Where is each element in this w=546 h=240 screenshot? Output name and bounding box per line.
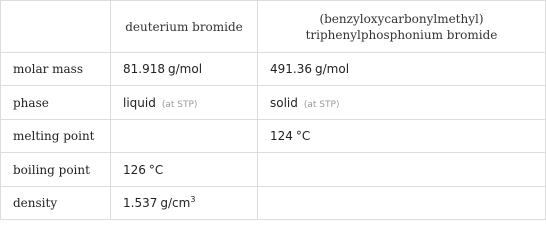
row-label: density: [1, 187, 111, 220]
cell-value: 126: [123, 162, 146, 177]
row-label: boiling point: [1, 153, 111, 187]
cell-value: liquid: [123, 95, 156, 110]
table-cell: [258, 153, 546, 187]
cell-note: (at STP): [303, 99, 340, 110]
unit-exponent: 3: [190, 195, 196, 204]
cell-note: (at STP): [161, 99, 198, 110]
table-cell: [111, 120, 258, 153]
cell-value: solid: [270, 95, 298, 110]
table-cell: [258, 53, 546, 86]
table-row: [1, 120, 546, 153]
table-cell: [111, 153, 258, 187]
header-empty-cell: [1, 1, 111, 53]
row-label: phase: [1, 86, 111, 120]
table-cell: [258, 187, 546, 220]
column-header-line: [306, 12, 498, 42]
cell-value: 81.918: [123, 62, 165, 76]
table-cell: [111, 187, 258, 220]
cell-value: 491.36: [270, 62, 312, 76]
table-cell: [258, 120, 546, 153]
table-row: [1, 187, 546, 220]
column-header-phosphonium-bromide: [258, 1, 546, 53]
cell-unit: g/mol: [168, 62, 203, 76]
table-row: [1, 86, 546, 120]
table-row: [1, 153, 546, 187]
column-header-text: (benzyloxycarbonylmethyl): [319, 11, 484, 26]
table-cell: [111, 86, 258, 120]
table-row: [1, 53, 546, 86]
cell-value: 1.537: [123, 196, 158, 210]
row-label: melting point: [1, 120, 111, 153]
header-row: [1, 1, 546, 53]
table-cell: [111, 53, 258, 86]
cell-unit: °C: [295, 129, 311, 143]
column-header-deuterium-bromide: deuterium bromide: [111, 1, 258, 53]
row-label: molar mass: [1, 53, 111, 86]
cell-unit: g/mol: [315, 62, 350, 76]
table-cell: [258, 86, 546, 120]
cell-unit: $g/cm^3$: [160, 195, 196, 210]
cell-value: 124: [270, 129, 293, 143]
column-header-text: triphenylphosphonium bromide: [305, 27, 498, 42]
cell-unit: °C: [148, 162, 164, 177]
